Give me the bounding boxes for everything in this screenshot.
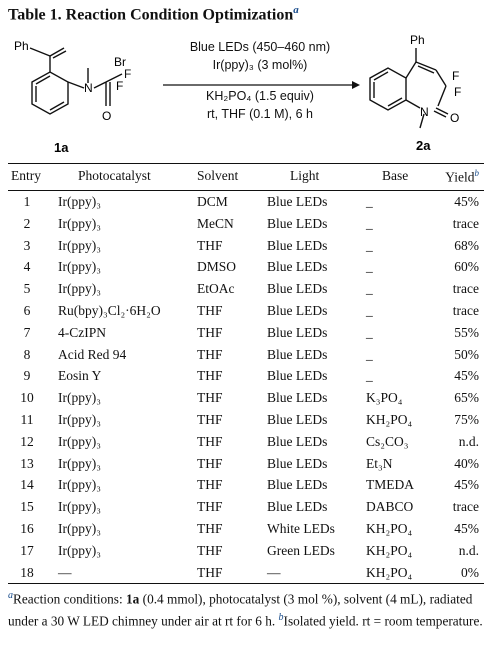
table-row xyxy=(0,325,491,347)
cell-entry: 13 xyxy=(20,455,34,471)
cell-catalyst: Ir(ppy)₃ xyxy=(58,521,101,536)
cell-solvent: DCM xyxy=(197,194,228,209)
cell-entry: 6 xyxy=(23,303,31,318)
table-row xyxy=(0,259,491,281)
cell-yield: 45% xyxy=(454,368,479,384)
cell-solvent: THF xyxy=(197,237,223,253)
cell-solvent: THF xyxy=(197,368,223,384)
cell-yield: trace xyxy=(452,499,479,515)
atom-n-2: N xyxy=(420,105,429,119)
cell-base: _ xyxy=(366,346,373,362)
cell-base: K₃PO₄ xyxy=(366,390,403,406)
cell-entry: 7 xyxy=(23,324,31,340)
cell-catalyst: Ir(ppy)₃ xyxy=(58,281,101,297)
cell-light: Blue LEDs xyxy=(267,477,328,493)
cell-solvent: EtOAc xyxy=(197,281,235,297)
product-structure xyxy=(370,48,448,128)
cell-light: Blue LEDs xyxy=(267,237,328,253)
cell-catalyst: Ir(ppy)₃ xyxy=(58,259,101,275)
cell-light: Blue LEDs xyxy=(267,390,328,406)
cell-base: _ xyxy=(366,324,373,340)
cell-entry: 9 xyxy=(23,368,31,384)
cell-yield: 40% xyxy=(454,455,479,471)
cell-yield: 0% xyxy=(461,564,479,580)
cell-base: KH₂PO₄ xyxy=(366,412,413,427)
cell-light: Blue LEDs xyxy=(267,259,328,275)
cell-base: _ xyxy=(366,237,373,253)
cell-solvent: THF xyxy=(197,542,223,558)
cell-yield: 75% xyxy=(454,412,479,427)
cell-yield: 55% xyxy=(454,324,479,340)
cell-catalyst: Ir(ppy)₃ xyxy=(58,477,101,493)
cell-yield: 45% xyxy=(454,521,479,536)
atom-ph-1: Ph xyxy=(14,39,29,53)
atom-f-4: F xyxy=(454,85,462,99)
cell-light: Blue LEDs xyxy=(267,499,328,515)
table-row xyxy=(0,368,491,390)
cell-solvent: MeCN xyxy=(197,215,234,231)
cell-yield: 45% xyxy=(454,477,479,493)
cell-entry: 16 xyxy=(20,521,34,536)
cell-light: Blue LEDs xyxy=(267,281,328,297)
header-base: Base xyxy=(382,168,409,183)
cell-solvent: THF xyxy=(197,455,223,471)
cell-base: _ xyxy=(366,194,373,209)
cell-light: Green LEDs xyxy=(267,542,335,558)
cell-catalyst: — xyxy=(58,564,72,580)
cell-base: _ xyxy=(366,259,373,275)
table-row xyxy=(0,543,491,565)
cell-catalyst: 4-CzIPN xyxy=(58,324,106,340)
condition-solvent: rt, THF (0.1 M), 6 h xyxy=(206,107,314,121)
cell-light: Blue LEDs xyxy=(267,368,328,384)
cell-light: Blue LEDs xyxy=(267,215,328,231)
table-row xyxy=(0,499,491,521)
cell-entry: 5 xyxy=(23,281,31,297)
cell-entry: 18 xyxy=(20,564,34,580)
header-solvent: Solvent xyxy=(197,168,239,183)
cell-catalyst: Ir(ppy)₃ xyxy=(58,194,101,209)
cell-base: KH₂PO₄ xyxy=(366,521,413,536)
cell-light: Blue LEDs xyxy=(267,412,328,427)
top-rule xyxy=(8,163,484,164)
cell-solvent: THF xyxy=(197,346,223,362)
cell-base: _ xyxy=(366,281,373,297)
condition-base: KH₂PO₄ (1.5 equiv) xyxy=(206,89,314,103)
header-light: Light xyxy=(290,168,320,183)
table-row xyxy=(0,477,491,499)
cell-catalyst: Ir(ppy)₃ xyxy=(58,237,101,253)
cell-yield: 68% xyxy=(454,237,479,253)
cell-yield: trace xyxy=(452,303,479,318)
cell-solvent: THF xyxy=(197,412,223,427)
table-row xyxy=(0,238,491,260)
cell-catalyst: Ir(ppy)₃ xyxy=(58,390,101,406)
atom-f-1: F xyxy=(124,67,132,81)
cell-light: Blue LEDs xyxy=(267,455,328,471)
atom-o-2: O xyxy=(450,111,460,125)
cell-base: Cs₂CO₃ xyxy=(366,433,409,449)
cell-base: DABCO xyxy=(366,499,414,515)
cell-entry: 12 xyxy=(20,433,34,449)
header-yield: Yield$^b$ xyxy=(445,168,479,185)
cell-base: _ xyxy=(366,303,373,318)
table-row xyxy=(0,390,491,412)
cell-solvent: THF xyxy=(197,477,223,493)
label-2a: 2a xyxy=(416,138,431,153)
table-row xyxy=(0,216,491,238)
cell-solvent: THF xyxy=(197,324,223,340)
cell-entry: 17 xyxy=(20,542,34,558)
cell-entry: 3 xyxy=(23,237,31,253)
cell-yield: 45% xyxy=(454,194,479,209)
condition-catalyst: Ir(ppy)₃ (3 mol%) xyxy=(212,58,308,72)
table-title: Table 1. Reaction Condition Optimization$^a$ xyxy=(8,4,299,24)
atom-o-1: O xyxy=(102,109,112,123)
cell-light: White LEDs xyxy=(267,521,335,536)
header-rule xyxy=(8,190,484,191)
cell-catalyst: Ir(ppy)₃ xyxy=(58,542,101,558)
cell-catalyst: Ir(ppy)₃ xyxy=(58,412,101,427)
cell-yield: 65% xyxy=(454,390,479,406)
header-entry: Entry xyxy=(11,168,41,183)
cell-base: KH₂PO₄ xyxy=(366,564,413,580)
cell-yield: 60% xyxy=(454,259,479,275)
cell-yield: trace xyxy=(452,215,479,231)
cell-entry: 14 xyxy=(20,477,34,493)
cell-entry: 10 xyxy=(20,390,34,406)
atom-f-3: F xyxy=(452,69,460,83)
footnote: $^a$Reaction conditions: 1a (0.4 mmol), photocatalyst (3 mol %), solvent (4 mL), radiated under a 30 W LED chimney under air at rt for 6 h. $^b$Isolated yield. rt = room temperature. xyxy=(8,590,483,629)
atom-br: Br xyxy=(114,55,126,69)
atom-f-2: F xyxy=(116,79,124,93)
table-row xyxy=(0,521,491,543)
table-row xyxy=(0,303,491,325)
table-row xyxy=(0,347,491,369)
cell-light: Blue LEDs xyxy=(267,433,328,449)
cell-solvent: THF xyxy=(197,433,223,449)
cell-entry: 11 xyxy=(20,412,34,427)
cell-entry: 4 xyxy=(23,259,31,275)
cell-base: Et₃N xyxy=(366,455,393,471)
table-row xyxy=(0,281,491,303)
table-header xyxy=(0,168,491,190)
cell-entry: 1 xyxy=(23,194,31,209)
cell-solvent: DMSO xyxy=(197,259,237,275)
cell-base: KH₂PO₄ xyxy=(366,542,413,558)
cell-solvent: THF xyxy=(197,303,223,318)
cell-entry: 8 xyxy=(23,346,31,362)
cell-yield: n.d. xyxy=(458,433,479,449)
table-row xyxy=(0,456,491,478)
cell-catalyst: Ir(ppy)₃ xyxy=(58,455,101,471)
cell-light: Blue LEDs xyxy=(267,194,328,209)
starting-material-structure xyxy=(30,48,122,114)
cell-solvent: THF xyxy=(197,564,223,580)
cell-light: Blue LEDs xyxy=(267,346,328,362)
cell-base: TMEDA xyxy=(366,477,414,493)
cell-light: Blue LEDs xyxy=(267,303,328,318)
atom-ph-2: Ph xyxy=(410,33,425,47)
cell-base: _ xyxy=(366,215,373,231)
cell-light: — xyxy=(267,564,281,580)
bottom-rule xyxy=(8,583,484,584)
cell-catalyst: Ru(bpy)₃Cl₂·6H₂O xyxy=(58,303,161,318)
atom-n-1: N xyxy=(84,81,93,95)
cell-entry: 2 xyxy=(23,215,31,231)
cell-solvent: THF xyxy=(197,390,223,406)
cell-light: Blue LEDs xyxy=(267,324,328,340)
cell-catalyst: Ir(ppy)₃ xyxy=(58,499,101,515)
cell-yield: n.d. xyxy=(458,542,479,558)
cell-base: _ xyxy=(366,368,373,384)
cell-entry: 15 xyxy=(20,499,34,515)
label-1a: 1a xyxy=(54,140,69,155)
cell-solvent: THF xyxy=(197,499,223,515)
cell-yield: trace xyxy=(452,281,479,297)
condition-light: Blue LEDs (450–460 nm) xyxy=(189,40,331,54)
cell-catalyst: Ir(ppy)₃ xyxy=(58,433,101,449)
cell-catalyst: Eosin Y xyxy=(58,368,102,384)
table-row xyxy=(0,434,491,456)
table-row xyxy=(0,194,491,216)
cell-solvent: THF xyxy=(197,521,223,536)
header-catalyst: Photocatalyst xyxy=(78,168,151,183)
cell-yield: 50% xyxy=(454,346,479,362)
cell-catalyst: Ir(ppy)₃ xyxy=(58,215,101,231)
table-row xyxy=(0,412,491,434)
cell-catalyst: Acid Red 94 xyxy=(58,346,127,362)
